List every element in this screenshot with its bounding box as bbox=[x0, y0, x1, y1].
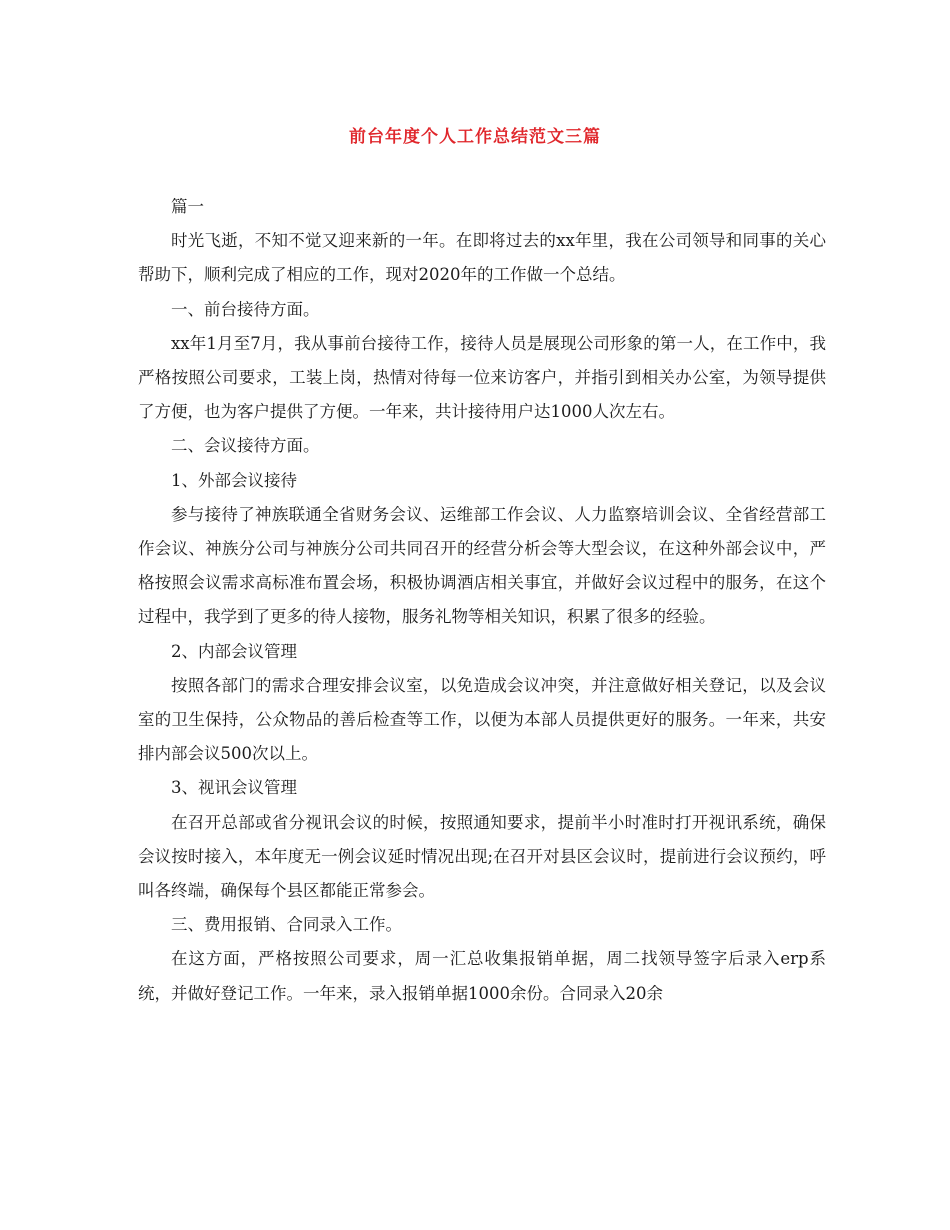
document-title: 前台年度个人工作总结范文三篇 bbox=[349, 127, 601, 147]
paragraph: 在召开总部或省分视讯会议的时候，按照通知要求，提前半小时准时打开视讯系统，确保会议按时接入，本年度无一例会议延时情况出现;在召开对县区会议时，提前进行会议预约，呼叫各终端，确保每个县区都能正常参会。 bbox=[138, 812, 826, 901]
section-heading: 一、前台接待方面。 bbox=[171, 299, 320, 319]
paragraph: xx年1月至7月，我从事前台接待工作，接待人员是展现公司形象的第一人，在工作中，我严格按照公司要求，工装上岗，热情对待每一位来访客户，并指引到相关办公室，为领导提供了方便，也为客户提供了方便。一年来，共计接待用户达1000人次左右。 bbox=[138, 333, 826, 422]
paragraph: 在这方面，严格按照公司要求，周一汇总收集报销单据，周二找领导签字后录入erp系统，并做好登记工作。一年来，录入报销单据1000余份。合同录入20余 bbox=[138, 949, 826, 1003]
subsection-heading: 1、外部会议接待 bbox=[171, 470, 297, 490]
section-heading: 二、会议接待方面。 bbox=[171, 436, 320, 456]
paragraph: 按照各部门的需求合理安排会议室，以免造成会议冲突，并注意做好相关登记，以及会议室的卫生保持，公众物品的善后检查等工作，以便为本部人员提供更好的服务。一年来，共安排内部会议500次以上。 bbox=[138, 675, 826, 764]
section-heading: 三、费用报销、合同录入工作。 bbox=[171, 915, 402, 935]
paragraph: 时光飞逝，不知不觉又迎来新的一年。在即将过去的xx年里，我在公司领导和同事的关心帮助下，顺利完成了相应的工作，现对2020年的工作做一个总结。 bbox=[138, 231, 826, 285]
subsection-heading: 2、内部会议管理 bbox=[171, 641, 297, 661]
paragraph: 参与接待了神族联通全省财务会议、运维部工作会议、人力监察培训会议、全省经营部工作会议、神族分公司与神族分公司共同召开的经营分析会等大型会议，在这种外部会议中，严格按照会议需求高标准布置会场，积极协调酒店相关事宜，并做好会议过程中的服务，在这个过程中，我学到了更多的待人接物，服务礼物等相关知识，积累了很多的经验。 bbox=[138, 504, 826, 627]
section-label: 篇一 bbox=[171, 197, 204, 216]
document-body bbox=[138, 190, 826, 1011]
subsection-heading: 3、视讯会议管理 bbox=[171, 778, 297, 798]
